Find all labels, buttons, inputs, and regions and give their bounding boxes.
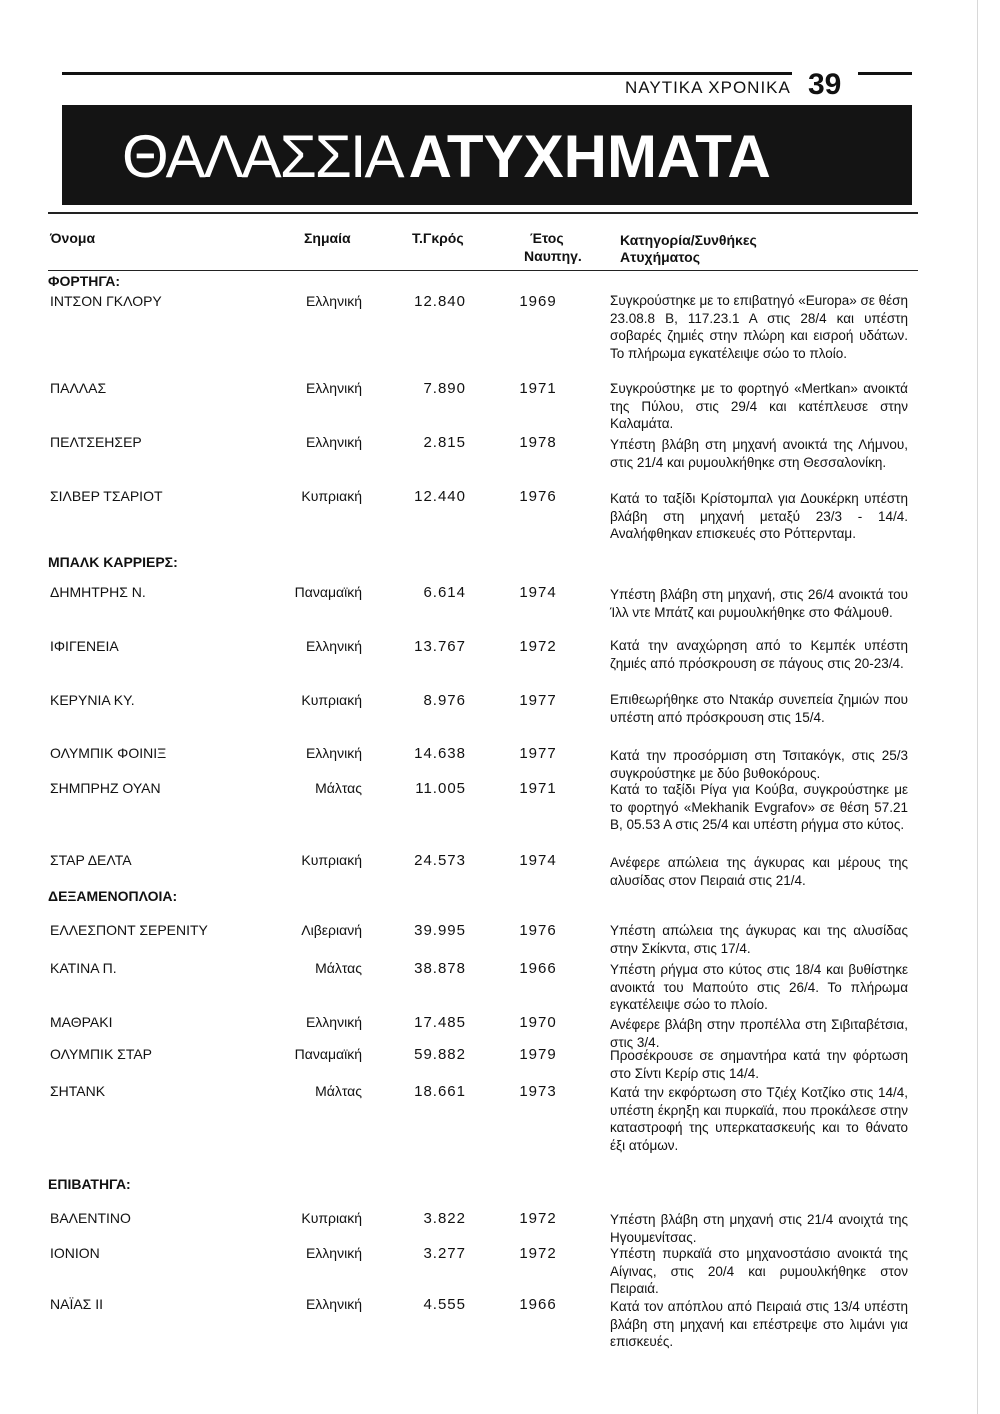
accident-description: Κατά την προσόρμιση στη Τσιτακόγκ, στις 25/3 συγκρούστηκε με δύο βυθοκόρους.	[610, 748, 908, 781]
ship-name: ΙΦΙΓΕΝΕΙΑ	[50, 638, 119, 654]
ship-flag: Ελληνική	[305, 434, 362, 450]
ship-flag: Ελληνική	[305, 1296, 362, 1312]
section-label: ΦΟΡΤΗΓΑ:	[48, 273, 121, 289]
banner-title	[122, 122, 771, 192]
banner-underline	[48, 212, 918, 214]
publication-title: ΝΑΥΤΙΚΑ ΧΡΟΝΙΚΑ	[625, 78, 791, 97]
page-edge	[977, 0, 978, 1414]
ship-name: ΙΝΤΣΟΝ ΓΚΛΟΡΥ	[50, 293, 162, 309]
col-header-flag: Σημαία	[304, 230, 351, 246]
ship-grt: 14.638	[414, 745, 466, 762]
ship-flag: Παναμαϊκή	[294, 1046, 362, 1062]
col-header-name: Όνομα	[50, 230, 96, 246]
header-rule	[48, 270, 918, 271]
accident-description: Υπέστη βλάβη στη μηχανή στις 21/4 ανοιχτά της Ηγουμενίτσας.	[610, 1212, 908, 1245]
banner-title-thin: ΘΑΛΑΣΣΙΑ	[122, 123, 403, 190]
ship-year: 1978	[519, 434, 557, 451]
ship-flag: Ελληνική	[305, 1014, 362, 1030]
ship-year: 1970	[519, 1014, 557, 1031]
ship-grt: 3.822	[423, 1210, 466, 1227]
header-rule-right	[858, 72, 912, 75]
ship-year: 1979	[519, 1046, 557, 1063]
ship-grt: 24.573	[414, 852, 466, 869]
ship-name: ΚΑΤΙΝΑ Π.	[50, 960, 117, 976]
ship-year: 1972	[519, 1245, 557, 1262]
section-label: ΜΠΑΛΚ ΚΑΡΡΙΕΡΣ:	[48, 554, 178, 570]
ship-grt: 12.840	[414, 293, 466, 310]
ship-year: 1972	[519, 638, 557, 655]
ship-flag: Ελληνική	[305, 1245, 362, 1261]
ship-name: ΜΑΘΡΑΚΙ	[50, 1014, 113, 1030]
accident-description: Προσέκρουσε σε σημαντήρα κατά την φόρτωση στο Σίντι Κερίρ στις 14/4.	[610, 1048, 908, 1081]
ship-flag: Λιβεριανή	[301, 922, 362, 938]
ship-year: 1976	[519, 922, 557, 939]
ship-flag: Κυπριακή	[301, 852, 362, 868]
ship-name: ΣΤΑΡ ΔΕΛΤΑ	[50, 852, 132, 868]
accident-description: Υπέστη ρήγμα στο κύτος στις 18/4 και βυθίστηκε ανοικτά του Μαπούτο στις 26/4. Το πλήρωμα εγκατέλειψε σώο το πλοίο.	[610, 962, 908, 1013]
accident-description: Συγκρούστηκε με το επιβατηγό «Europa» σε θέση 23.08.8 Β, 117.23.1 Α στις 28/4 και υπέστη σοβαρές ζημιές στην πλώρη και εισροή υδάτων. Το πλήρωμα εγκατέλειψε σώο το πλοίο.	[610, 293, 908, 361]
accident-description: Υπέστη απώλεια της άγκυρας και της αλυσίδας στην Σκίκντα, στις 17/4.	[610, 923, 908, 956]
accident-description: Κατά την αναχώρηση από το Κεμπέκ υπέστη ζημιές από πρόσκρουση σε πάγους στις 20-23/4.	[610, 638, 908, 671]
ship-name: ΚΕΡΥΝΙΑ ΚΥ.	[50, 692, 135, 708]
ship-year: 1974	[519, 852, 557, 869]
page-number: 39	[808, 68, 842, 101]
ship-year: 1969	[519, 293, 557, 310]
col-header-desc-1: Κατηγορία/Συνθήκες	[620, 232, 757, 248]
ship-flag: Μάλτας	[315, 780, 362, 796]
ship-name: ΠΑΛΛΑΣ	[50, 380, 107, 396]
accident-description: Κατά την εκφόρτωση στο Τζιέχ Κοτζίκο στις 14/4, υπέστη έκρηξη και πυρκαϊά, που προκάλεσε στην καταστροφή της υπερκατασκευής και το θάνατο έξι ατόμων.	[610, 1085, 908, 1153]
accident-description: Κατά τον απόπλου από Πειραιά στις 13/4 υπέστη βλάβη στη μηχανή και επέστρεψε στο λιμάνι για επισκευές.	[610, 1299, 908, 1350]
ship-name: ΒΑΛΕΝΤΙΝΟ	[50, 1210, 131, 1226]
ship-name: ΟΛΥΜΠΙΚ ΦΟΙΝΙΞ	[50, 745, 167, 761]
ship-flag: Μάλτας	[315, 960, 362, 976]
ship-grt: 38.878	[414, 960, 466, 977]
ship-flag: Ελληνική	[305, 745, 362, 761]
ship-name: ΕΛΛΕΣΠΟΝΤ ΣΕΡΕΝΙΤΥ	[50, 922, 208, 938]
ship-name: ΙΟΝΙΟΝ	[50, 1245, 100, 1261]
section-label: ΔΕΞΑΜΕΝΟΠΛΟΙΑ:	[48, 888, 178, 904]
ship-year: 1966	[519, 960, 557, 977]
ship-name: ΠΕΛΤΣΕΗΣΕΡ	[50, 434, 142, 450]
ship-flag: Μάλτας	[315, 1083, 362, 1099]
ship-grt: 17.485	[414, 1014, 466, 1031]
ship-grt: 13.767	[414, 638, 466, 655]
ship-flag: Κυπριακή	[301, 1210, 362, 1226]
ship-flag: Ελληνική	[305, 293, 362, 309]
ship-year: 1971	[519, 780, 557, 797]
accident-description: Υπέστη πυρκαϊά στο μηχανοστάσιο ανοικτά της Αίγινας, στις 20/4 και ρυμουλκήθηκε στον Πειραιά.	[610, 1246, 908, 1297]
ship-year: 1966	[519, 1296, 557, 1313]
ship-year: 1972	[519, 1210, 557, 1227]
accident-description: Συγκρούστηκε με το φορτηγό «Mertkan» ανοικτά της Πύλου, στις 29/4 και κατέπλευσε στην Καλαμάτα.	[610, 381, 908, 432]
accident-description: Κατά το ταξίδι Ρίγα για Κούβα, συγκρούστηκε με το φορτηγό «Mekhanik Evgrafov» σε θέση 57.21 Β, 05.53 Α στις 25/4 και υπέστη ρήγμα στο κύτος.	[610, 782, 908, 833]
ship-flag: Ελληνική	[305, 638, 362, 654]
ship-name: ΔΗΜΗΤΡΗΣ Ν.	[50, 584, 146, 600]
ship-grt: 3.277	[423, 1245, 466, 1262]
section-label: ΕΠΙΒΑΤΗΓΑ:	[48, 1176, 131, 1192]
ship-flag: Κυπριακή	[301, 692, 362, 708]
ship-grt: 11.005	[415, 780, 466, 797]
ship-grt: 59.882	[414, 1046, 466, 1063]
accident-description: Ανέφερε απώλεια της άγκυρας και μέρους της αλυσίδας στον Πειραιά στις 21/4.	[610, 855, 908, 888]
ship-flag: Ελληνική	[305, 380, 362, 396]
col-header-desc-2: Ατυχήματος	[620, 249, 700, 265]
ship-year: 1973	[519, 1083, 557, 1100]
accident-description: Επιθεωρήθηκε στο Ντακάρ συνεπεία ζημιών που υπέστη από πρόσκρουση στις 15/4.	[610, 692, 908, 725]
accident-description: Κατά το ταξίδι Κρίστομπαλ για Δουκέρκη υπέστη βλάβη στη μηχανή μεταξύ 23/3 - 14/4. Αναλήφθηκαν επισκευές στο Ρόττερνταμ.	[610, 491, 908, 542]
ship-year: 1971	[519, 380, 557, 397]
ship-grt: 2.815	[423, 434, 466, 451]
ship-grt: 7.890	[423, 380, 466, 397]
ship-grt: 4.555	[423, 1296, 466, 1313]
col-header-year-2: Ναυπηγ.	[524, 248, 582, 264]
ship-name: ΟΛΥΜΠΙΚ ΣΤΑΡ	[50, 1046, 153, 1062]
ship-grt: 39.995	[414, 922, 466, 939]
banner-title-bold: ΑΤΥΧΗΜΑΤΑ	[408, 123, 771, 190]
ship-grt: 8.976	[423, 692, 466, 709]
ship-year: 1976	[519, 488, 557, 505]
ship-grt: 6.614	[423, 584, 466, 601]
ship-name: ΣΙΛΒΕΡ ΤΣΑΡΙΟΤ	[50, 488, 163, 504]
accident-description: Υπέστη βλάβη στη μηχανή ανοικτά της Λήμνου, στις 21/4 και ρυμουλκήθηκε στη Θεσσαλονίκη.	[610, 437, 908, 470]
accident-description: Ανέφερε βλάβη στην προπέλλα στη Σιβιταβέτσια, στις 3/4.	[610, 1017, 908, 1050]
ship-flag: Κυπριακή	[301, 488, 362, 504]
ship-name: ΣΗΜΠΡΗΖ ΟΥΑΝ	[50, 780, 161, 796]
col-header-grt: Τ.Γκρός	[412, 230, 464, 246]
ship-year: 1977	[519, 745, 557, 762]
col-header-year-1: Έτος	[530, 230, 564, 246]
ship-grt: 18.661	[414, 1083, 466, 1100]
ship-name: ΝΑΪΑΣ ΙΙ	[50, 1296, 103, 1312]
ship-year: 1977	[519, 692, 557, 709]
ship-flag: Παναμαϊκή	[294, 584, 362, 600]
accident-description: Υπέστη βλάβη στη μηχανή, στις 26/4 ανοικτά του Ίλλ ντε Μπάτζ και ρυμουλκήθηκε στο Φάλμουθ.	[610, 587, 908, 620]
header-rule-left	[62, 72, 792, 75]
ship-grt: 12.440	[414, 488, 466, 505]
ship-year: 1974	[519, 584, 557, 601]
ship-name: ΣΗΤΑΝΚ	[50, 1083, 106, 1099]
